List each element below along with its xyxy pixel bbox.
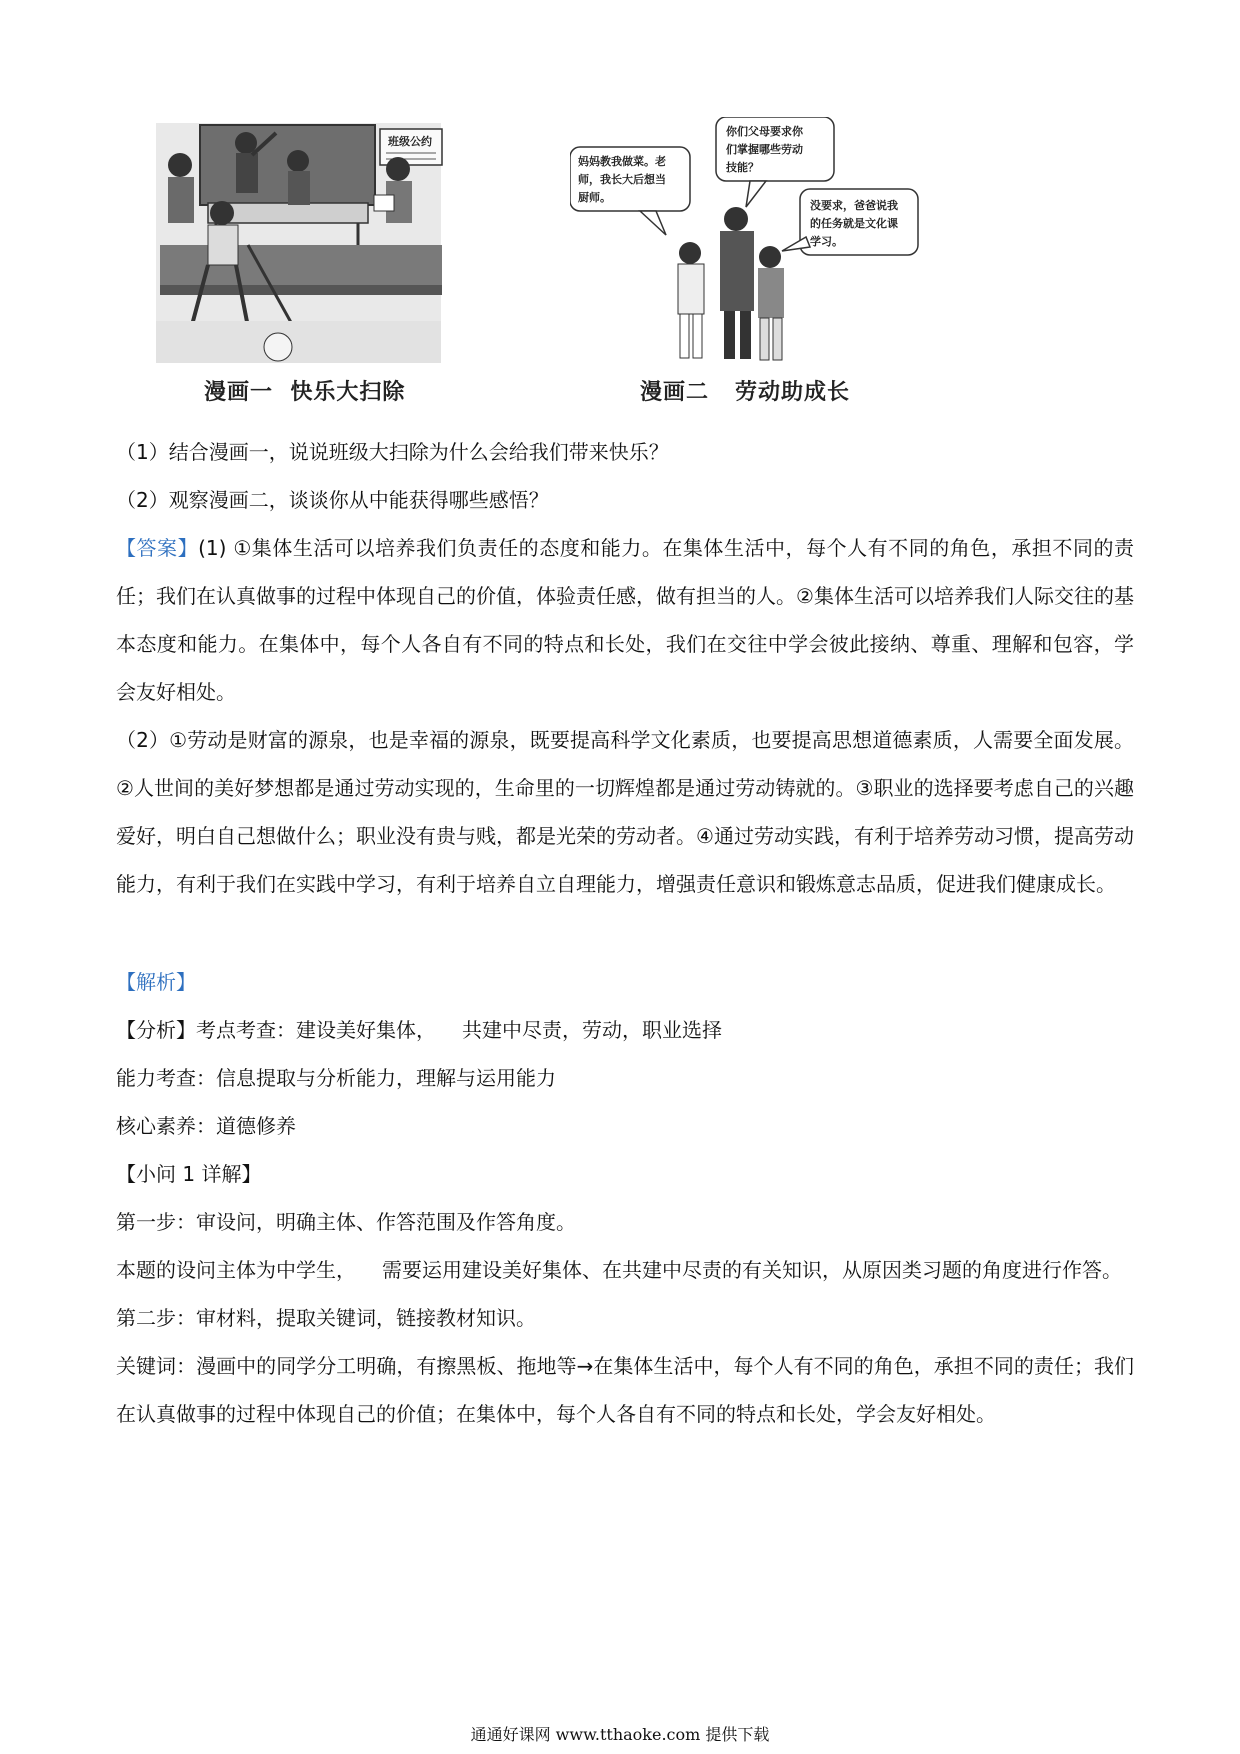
right-bubble-line-3: 学习。	[810, 235, 843, 248]
analysis-core: 核心素养：道德修养	[116, 1114, 296, 1138]
comics-area	[140, 95, 1140, 415]
comic-1-caption: 漫画一 快乐大扫除	[204, 380, 406, 405]
comic-1-image	[148, 95, 458, 367]
left-bubble-line-2: 师，我长大后想当	[578, 173, 666, 186]
comic-2-image	[570, 117, 970, 375]
right-bubble-line-2: 的任务就是文化课	[810, 217, 898, 230]
answer-tag: 【答案】	[116, 536, 199, 560]
analysis-ability: 能力考查：信息提取与分析能力，理解与运用能力	[116, 1066, 556, 1090]
answer-part-1-text: (1) ①集体生活可以培养我们负责任的态度和能力。在集体生活中，每个人有不同的角色，承担不同的责任；我们在认真做事的过程中体现自己的价值，体验责任感，做有担当的人。②集体生活可以培养我们人际交往的基本态度和能力。在集体中，每个人各自有不同的特点和长处，我们在交往中学会彼此接纳、尊重、理解和包容，学会友好相处。	[116, 536, 1135, 704]
teacher-bubble-line-1: 你们父母要求你	[726, 125, 803, 138]
fenxi-part-b: 共建中尽责，劳动，职业选择	[462, 1018, 722, 1042]
teacher-bubble-line-3: 技能？	[726, 161, 759, 174]
question-1: （1）结合漫画一，说说班级大扫除为什么会给我们带来快乐？	[116, 440, 669, 464]
page-footer: 通通好课网 www.tthaoke.com 提供下载	[470, 1725, 770, 1744]
board-sign: 班级公约	[388, 135, 432, 148]
fenxi-part-a: 【分析】考点考查：建设美好集体，	[116, 1018, 436, 1042]
sub-question-title: 【小问 1 详解】	[116, 1162, 262, 1186]
comic-2-caption: 漫画二 劳动助成长	[640, 380, 850, 405]
left-bubble-line-3: 厨师。	[578, 191, 611, 204]
step-1: 第一步：审设问，明确主体、作答范围及作答角度。	[116, 1210, 576, 1234]
document-body	[116, 428, 1134, 1438]
teacher-bubble-line-2: 们掌握哪些劳动	[726, 143, 803, 156]
answer-part-2: （2）①劳动是财富的源泉，也是幸福的源泉，既要提高科学文化素质，也要提高思想道德素质，人需要全面发展。②人世间的美好梦想都是通过劳动实现的，生命里的一切辉煌都是通过劳动铸就的。③职业的选择要考虑自己的兴趣爱好，明白自己想做什么；职业没有贵与贱，都是光荣的劳动者。④通过劳动实践，有利于培养劳动习惯，提高劳动能力，有利于我们在实践中学习，有利于培养自立自理能力，增强责任意识和锻炼意志品质，促进我们健康成长。	[116, 728, 1134, 896]
step-2: 第二步：审材料，提取关键词，链接教材知识。	[116, 1306, 536, 1330]
right-bubble-line-1: 没要求，爸爸说我	[810, 199, 898, 212]
answer-part-1	[116, 524, 1134, 716]
keywords: 关键词：漫画中的同学分工明确，有擦黑板、拖地等→在集体生活中，每个人有不同的角色，承担不同的责任；我们在认真做事的过程中体现自己的价值；在集体中，每个人各自有不同的特点和长处，学会友好相处。	[116, 1354, 1134, 1426]
step-1-text: 本题的设问主体为中学生， 需要运用建设美好集体、在共建中尽责的有关知识，从原因类习题的角度进行作答。	[116, 1258, 1122, 1282]
left-bubble-line-1: 妈妈教我做菜。老	[578, 155, 666, 168]
analysis-fenxi	[116, 1006, 1134, 1054]
question-2: （2）观察漫画二，谈谈你从中能获得哪些感悟？	[116, 488, 549, 512]
analysis-tag: 【解析】	[116, 970, 196, 994]
